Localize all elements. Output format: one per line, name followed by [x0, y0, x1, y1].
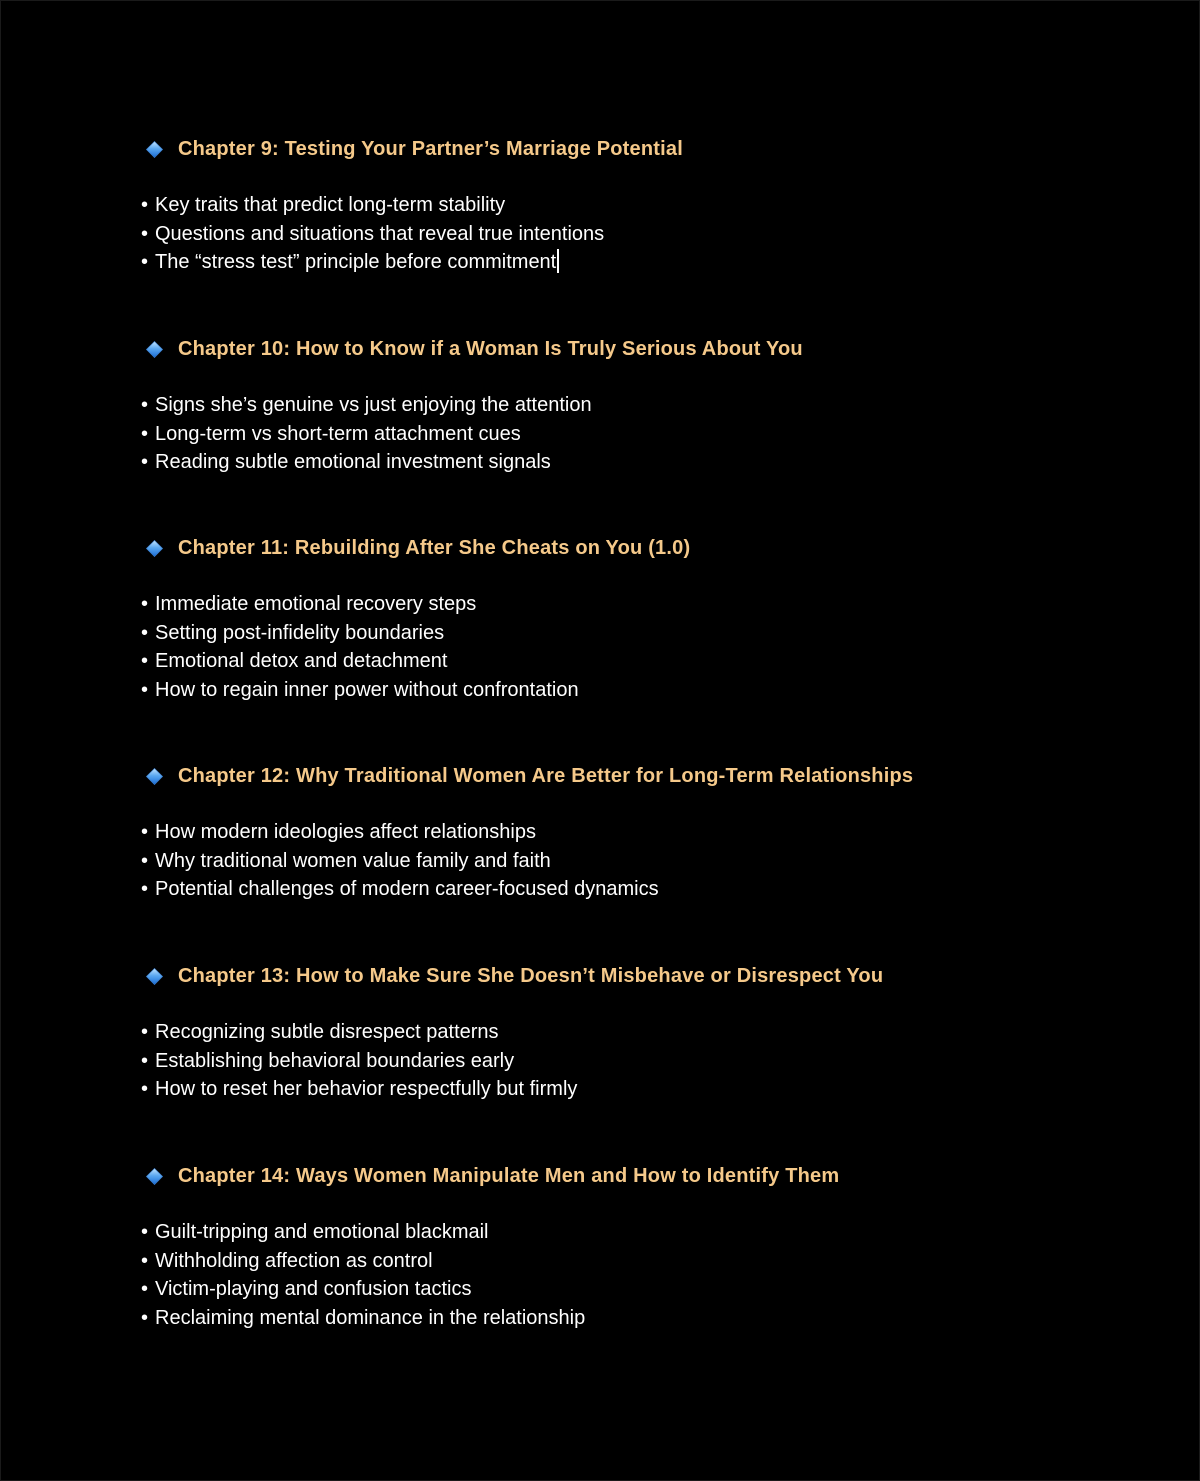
- bullet-marker: •: [141, 1278, 149, 1301]
- list-item-text: Reading subtle emotional investment signals: [155, 451, 551, 474]
- list-item-text: Signs she’s genuine vs just enjoying the attention: [155, 394, 592, 416]
- bullet-marker: •: [141, 678, 149, 701]
- list-item: [141, 1018, 1141, 1047]
- chapter-bullet-list: [141, 191, 1141, 277]
- list-item-text: How to reset her behavior respectfully but firmly: [155, 1078, 578, 1101]
- list-item: [141, 647, 1141, 676]
- chapter-heading: [141, 961, 1141, 991]
- list-item: [141, 1218, 1141, 1247]
- chapter-title: Chapter 13: How to Make Sure She Doesn’t Misbehave or Disrespect You: [178, 964, 884, 987]
- list-item-text: Potential challenges of modern career-focused dynamics: [155, 878, 659, 901]
- chapter-bullet-list: [141, 818, 1141, 904]
- chapter-bullet-list: [141, 391, 1141, 477]
- list-item-text: How modern ideologies affect relationships: [155, 821, 536, 843]
- bullet-marker: •: [141, 1078, 149, 1101]
- list-item: [141, 1304, 1141, 1333]
- list-item-text: Setting post-infidelity boundaries: [155, 621, 445, 644]
- list-item-text: Key traits that predict long-term stability: [155, 194, 506, 216]
- list-item: [141, 220, 1141, 249]
- chapter-section: [141, 533, 1141, 704]
- list-item: [141, 1275, 1141, 1304]
- chapter-bullet-list: [141, 1218, 1141, 1332]
- chapter-title: Chapter 10: How to Know if a Woman Is Truly Serious About You: [178, 337, 803, 360]
- chapter-section: [141, 334, 1141, 477]
- list-item-text: Reclaiming mental dominance in the relationship: [155, 1306, 586, 1329]
- list-item: [141, 191, 1141, 220]
- text-cursor: [557, 249, 559, 273]
- chapter-section: [141, 761, 1141, 904]
- list-item-text: The “stress test” principle before commitment: [155, 251, 557, 274]
- list-item: [141, 590, 1141, 619]
- chapter-heading: [141, 533, 1141, 563]
- chapter-heading: [141, 134, 1141, 164]
- bullet-marker: •: [141, 1221, 149, 1243]
- list-item: [141, 391, 1141, 420]
- list-item-text: Establishing behavioral boundaries early: [155, 1049, 515, 1072]
- blue-diamond-icon: [147, 141, 163, 157]
- list-item: [141, 1247, 1141, 1276]
- chapter-bullet-list: [141, 1018, 1141, 1104]
- bullet-marker: •: [141, 1249, 149, 1272]
- bullet-marker: •: [141, 422, 149, 445]
- bullet-marker: •: [141, 251, 149, 274]
- blue-diamond-icon: [147, 540, 163, 556]
- chapter-title: Chapter 12: Why Traditional Women Are Better for Long-Term Relationships: [178, 764, 914, 787]
- bullet-marker: •: [141, 849, 149, 872]
- blue-diamond-icon: [147, 1168, 163, 1184]
- list-item-text: Victim-playing and confusion tactics: [155, 1278, 472, 1301]
- bullet-marker: •: [141, 650, 149, 673]
- list-item: [141, 847, 1141, 876]
- list-item-text: Why traditional women value family and faith: [155, 849, 551, 872]
- list-item-text: Withholding affection as control: [155, 1249, 433, 1272]
- chapter-section: [141, 961, 1141, 1104]
- list-item: [141, 818, 1141, 847]
- bullet-marker: •: [141, 1306, 149, 1329]
- blue-diamond-icon: [147, 341, 163, 357]
- bullet-marker: •: [141, 621, 149, 644]
- bullet-marker: •: [141, 451, 149, 474]
- list-item: [141, 420, 1141, 449]
- list-item: [141, 1075, 1141, 1104]
- bullet-marker: •: [141, 593, 149, 615]
- chapter-title: Chapter 14: Ways Women Manipulate Men and How to Identify Them: [178, 1164, 840, 1187]
- blue-diamond-icon: [147, 968, 163, 984]
- list-item-text: Emotional detox and detachment: [155, 650, 448, 673]
- chapter-heading: [141, 1161, 1141, 1191]
- bullet-marker: •: [141, 194, 149, 216]
- list-item: [141, 248, 1141, 277]
- chapter-section: [141, 134, 1141, 277]
- list-item: [141, 875, 1141, 904]
- chapter-title: Chapter 9: Testing Your Partner’s Marriage Potential: [178, 137, 683, 160]
- chapter-bullet-list: [141, 590, 1141, 704]
- list-item-text: Long-term vs short-term attachment cues: [155, 422, 521, 445]
- bullet-marker: •: [141, 1021, 149, 1043]
- bullet-marker: •: [141, 878, 149, 901]
- list-item-text: Recognizing subtle disrespect patterns: [155, 1021, 499, 1043]
- bullet-marker: •: [141, 821, 149, 843]
- list-item-text: Questions and situations that reveal true intentions: [155, 222, 605, 245]
- list-item-text: How to regain inner power without confrontation: [155, 678, 579, 701]
- bullet-marker: •: [141, 394, 149, 416]
- chapter-heading: [141, 334, 1141, 364]
- list-item: [141, 1047, 1141, 1076]
- chapter-section: [141, 1161, 1141, 1332]
- chapter-title: Chapter 11: Rebuilding After She Cheats on You (1.0): [178, 536, 691, 559]
- list-item-text: Guilt-tripping and emotional blackmail: [155, 1221, 489, 1243]
- list-item: [141, 448, 1141, 477]
- bullet-marker: •: [141, 222, 149, 245]
- list-item: [141, 676, 1141, 705]
- list-item-text: Immediate emotional recovery steps: [155, 593, 477, 615]
- bullet-marker: •: [141, 1049, 149, 1072]
- chapter-heading: [141, 761, 1141, 791]
- blue-diamond-icon: [147, 768, 163, 784]
- list-item: [141, 619, 1141, 648]
